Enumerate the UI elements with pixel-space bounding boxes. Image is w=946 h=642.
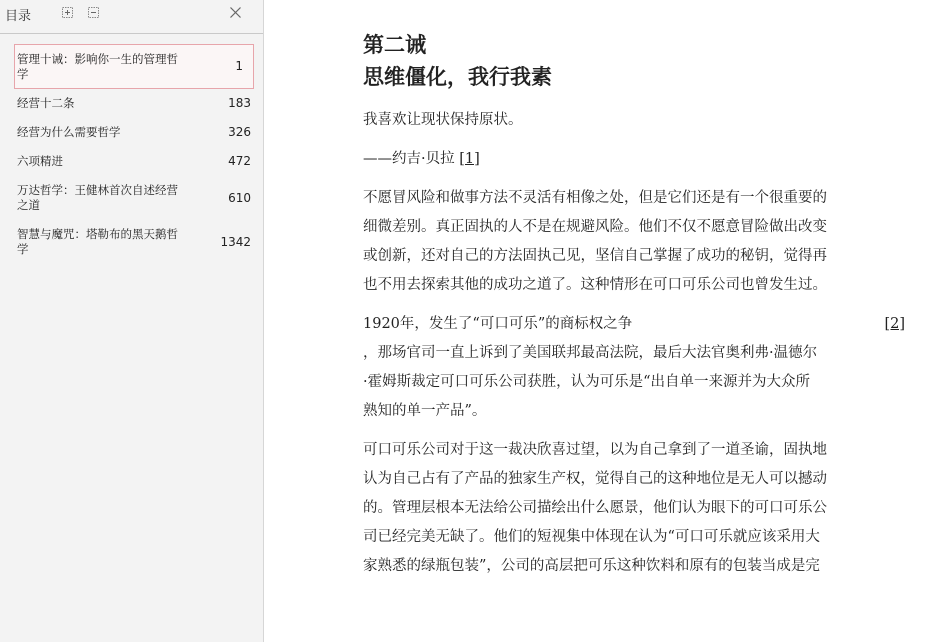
chapter-number: 第二诫 xyxy=(363,32,426,57)
toc-item[interactable] xyxy=(14,220,254,264)
toc-item-page: 1342 xyxy=(220,234,251,249)
attribution-text: ——约吉·贝拉 xyxy=(363,151,455,167)
toc-item[interactable] xyxy=(14,147,254,176)
toc-item[interactable] xyxy=(14,89,254,118)
document-page xyxy=(265,0,946,642)
toc-item[interactable] xyxy=(14,118,254,147)
toc-item-page: 326 xyxy=(228,125,251,139)
sidebar-header xyxy=(0,0,263,34)
document-content xyxy=(363,30,905,581)
toc-item-page: 610 xyxy=(228,190,251,205)
collapse-all-icon[interactable] xyxy=(86,5,100,19)
toc-item-page: 472 xyxy=(228,154,251,168)
text-line xyxy=(363,310,905,339)
toc-item-page: 183 xyxy=(228,96,251,110)
toc-list xyxy=(14,44,254,264)
paragraph-3 xyxy=(363,436,891,581)
paragraph-2 xyxy=(363,310,905,426)
epigraph-quote: 我喜欢让现状保持原状。 xyxy=(363,112,523,128)
text-line: ·霍姆斯裁定可口可乐公司获胜，认为可乐是“出自单一来源并为大众所 xyxy=(363,374,811,390)
text-segment: 1920年，发生了“可口可乐”的商标权之争 xyxy=(363,316,633,332)
toc-sidebar xyxy=(0,0,264,642)
footnote-link-2[interactable]: [2] xyxy=(884,316,905,332)
footnote-link-1[interactable]: [1] xyxy=(459,151,480,167)
text-line: 家熟悉的绿瓶包装”，公司的高层把可乐这种饮料和原有的包装当成是完 xyxy=(363,558,820,574)
text-line: 或创新，还对自己的方法固执己见，坚信自己掌握了成功的秘钥，觉得再 xyxy=(363,248,827,264)
toc-item-label: 万达哲学：王健林首次自述经营之道 xyxy=(17,183,178,212)
toc-item[interactable] xyxy=(14,44,254,89)
toc-item-label: 管理十诫：影响你一生的管理哲学 xyxy=(17,51,178,81)
text-line: 不愿冒风险和做事方法不灵活有相像之处，但是它们还是有一个很重要的 xyxy=(363,190,827,206)
toc-item-label: 经营为什么需要哲学 xyxy=(17,125,121,139)
sidebar-title: 目录 xyxy=(5,9,32,24)
toc-item-label: 经营十二条 xyxy=(17,96,75,110)
text-line: 也不用去探索其他的成功之道了。这种情形在可口可乐公司也曾发生过。 xyxy=(363,277,827,293)
close-icon[interactable] xyxy=(228,5,242,19)
epigraph-attribution xyxy=(363,145,891,174)
toc-item[interactable] xyxy=(14,176,254,220)
text-line: 熟知的单一产品”。 xyxy=(363,403,487,419)
text-line: 的。管理层根本无法给公司描绘出什么愿景，他们认为眼下的可口可乐公 xyxy=(363,500,827,516)
text-line: 认为自己占有了产品的独家生产权，觉得自己的这种地位是无人可以撼动 xyxy=(363,471,827,487)
expand-all-icon[interactable] xyxy=(60,5,74,19)
toc-item-label: 六项精进 xyxy=(17,154,63,168)
text-line: 可口可乐公司对于这一裁决欣喜过望，以为自己拿到了一道圣谕，固执地 xyxy=(363,442,827,458)
text-line: ，那场官司一直上诉到了美国联邦最高法院，最后大法官奥利弗·温德尔 xyxy=(363,345,818,361)
chapter-title: 思维僵化，我行我素 xyxy=(363,64,552,89)
paragraph-1 xyxy=(363,184,891,300)
toc-item-label: 智慧与魔咒：塔勒布的黑天鹅哲学 xyxy=(17,227,178,256)
text-line: 细微差别。真正固执的人不是在规避风险。他们不仅不愿意冒险做出改变 xyxy=(363,219,827,235)
text-line: 司已经完美无缺了。他们的短视集中体现在认为“可口可乐就应该采用大 xyxy=(363,529,820,545)
toc-item-page: 1 xyxy=(235,59,243,73)
